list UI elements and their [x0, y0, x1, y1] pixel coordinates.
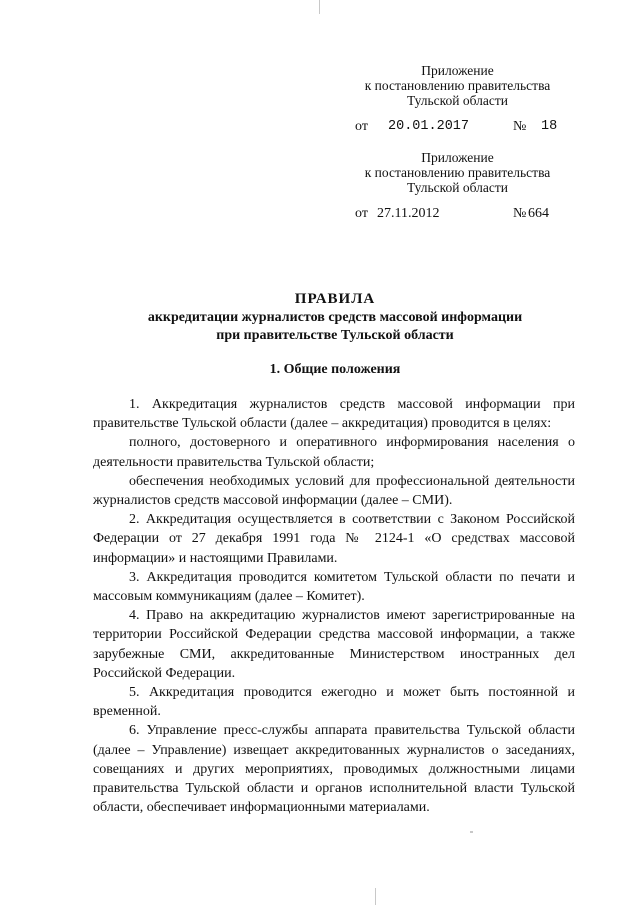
paragraph: 6. Управление пресс-службы аппарата правительства Тульской области (далее – Управление) извещает аккредитованных журналистов о заседаниях, совещаниях и других мероприятиях, проводимых должностными лицами правительства Тульской области и органов исполнительной власти Тульской области, обеспечивает информационными материалами.	[93, 723, 575, 816]
scan-artifact	[319, 0, 320, 14]
paragraph: 3. Аккредитация проводится комитетом Тульской области по печати и массовым коммуникациям (далее – Комитет).	[93, 569, 575, 605]
document-title	[100, 289, 570, 345]
title-main: ПРАВИЛА	[294, 291, 376, 307]
date-prefix: от	[355, 119, 368, 134]
appendix-line: Приложение	[421, 63, 494, 78]
appendix-line: Тульской области	[407, 93, 508, 108]
appendix-line: Приложение	[421, 150, 494, 165]
paragraph: 5. Аккредитация проводится ежегодно и может быть постоянной и временной.	[93, 685, 575, 720]
title-line-2: при правительстве Тульской области	[216, 328, 454, 343]
scan-artifact	[470, 831, 473, 833]
title-line-1: аккредитации журналистов средств массовой информации	[147, 310, 523, 325]
date-prefix: от	[355, 206, 368, 221]
paragraph: обеспечения необходимых условий для профессиональной деятельности журналистов средств массовой информации (далее – СМИ).	[93, 473, 575, 509]
paragraph: 1. Аккредитация журналистов средств массовой информации при правительстве Тульской области (далее – аккредитация) проводится в целях:	[93, 397, 575, 432]
paragraph: 4. Право на аккредитацию журналистов имеют зарегистрированные на территории Российской Федерации средства массовой информации, а также зарубежные СМИ, аккредитованные Министерством иностранных дел Российской Федерации.	[93, 608, 575, 681]
appendix-line: к постановлению правительства	[364, 165, 551, 180]
resolution-date: 27.11.2012	[377, 206, 440, 221]
appendix-header-original	[350, 150, 565, 195]
scan-artifact	[375, 888, 376, 905]
number-prefix: №	[513, 119, 527, 134]
resolution-number: 664	[528, 206, 549, 221]
resolution-number: 18	[541, 119, 558, 134]
paragraph: 2. Аккредитация осуществляется в соответствии с Законом Российской Федерации от 27 декабря 1991 года № 2124-1 «О средствах массовой информации» и настоящими Правилами.	[93, 512, 575, 566]
appendix-line: к постановлению правительства	[364, 78, 551, 93]
appendix-header-current	[350, 63, 565, 108]
number-prefix: №	[513, 206, 527, 221]
section-body	[93, 395, 575, 817]
paragraph: полного, достоверного и оперативного информирования населения о деятельности правительства Тульской области;	[93, 435, 575, 470]
resolution-date: 20.01.2017	[388, 119, 470, 134]
appendix-line: Тульской области	[407, 180, 508, 195]
section-heading: 1. Общие положения	[269, 362, 401, 377]
